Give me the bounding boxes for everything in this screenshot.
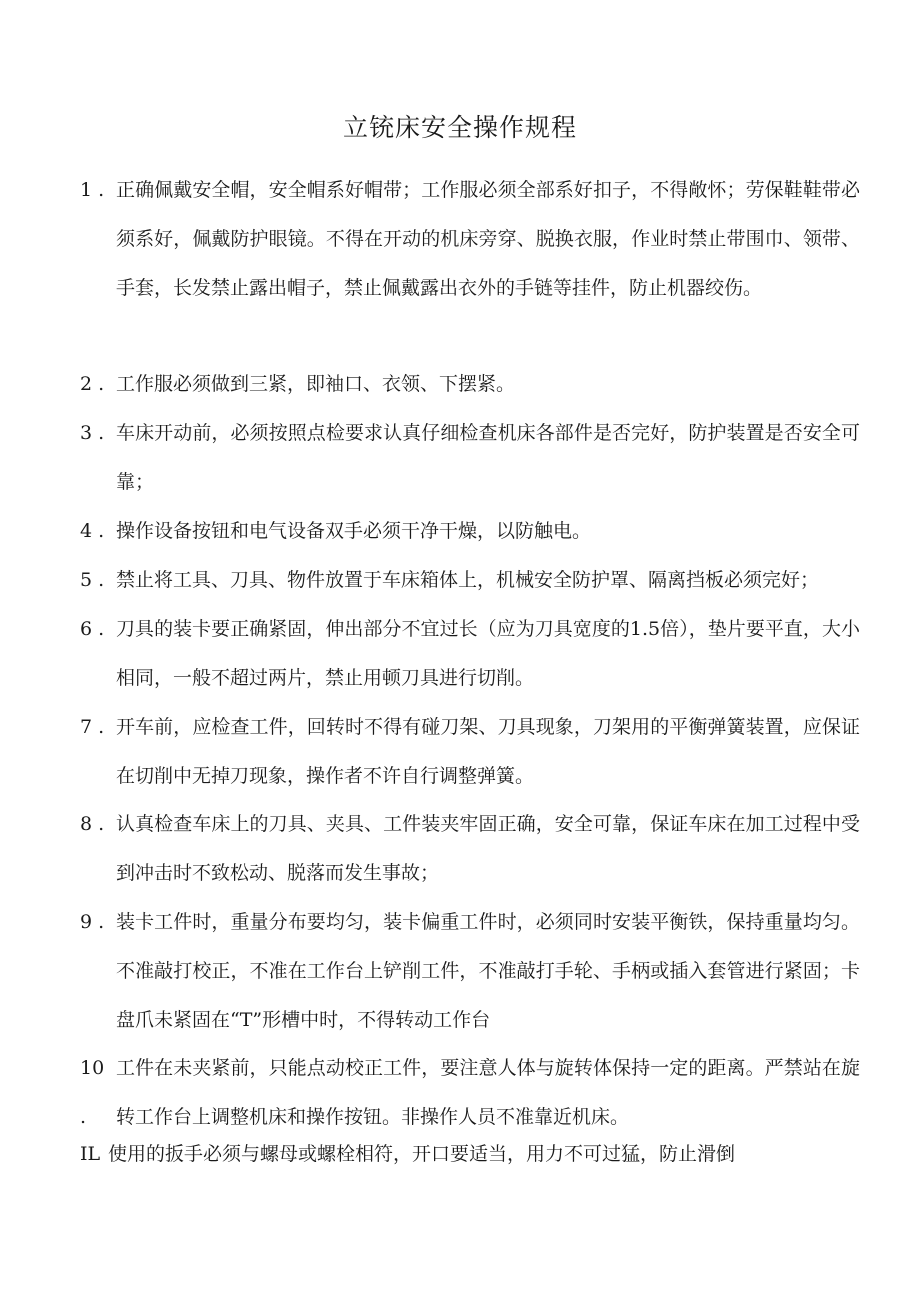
rule-number: IL: [80, 1143, 101, 1165]
rule-text: 车床开动前，必须按照点检要求认真仔细检查机床各部件是否完好，防护装置是否安全可靠；: [116, 422, 860, 493]
rule-item-11: [80, 1130, 860, 1179]
rule-text: 使用的扳手必须与螺母或螺栓相符，开口要适当，用力不可过猛，防止滑倒: [108, 1143, 736, 1165]
rule-text: 禁止将工具、刀具、物件放置于车床箱体上，机械安全防护罩、隔离挡板必须完好；: [116, 569, 820, 591]
rule-number: 7 .: [80, 716, 105, 738]
rule-text: 刀具的装卡要正确紧固，伸出部分不宜过长（应为刀具宽度的1.5倍），垫片要平直，大小相同，一般不超过两片，禁止用顿刀具进行切削。: [116, 618, 860, 689]
rule-number: 10 .: [80, 1057, 105, 1128]
rule-item-3: [80, 409, 860, 507]
rule-item-5: [80, 556, 860, 605]
rule-item-10: [80, 1044, 860, 1142]
rule-item-7: [80, 703, 860, 801]
rule-number: 9 .: [80, 911, 105, 933]
rule-number: 2 .: [80, 373, 105, 395]
rule-item-9: [80, 898, 860, 1045]
rule-item-2: [80, 360, 860, 409]
rule-text: 操作设备按钮和电气设备双手必须干净干燥，以防触电。: [116, 520, 592, 542]
document-title: 立铳床安全操作规程: [342, 113, 577, 142]
rule-text: 装卡工件时，重量分布要均匀，装卡偏重工件时，必须同时安装平衡铁，保持重量均匀。不准敲打校正，不准在工作台上铲削工件，不准敲打手轮、手柄或插入套管进行紧固；卡盘爪未紧固在“T”形槽中时，不得转动工作台: [116, 911, 860, 1031]
rule-item-1: [80, 166, 860, 313]
rule-number: 1 .: [80, 179, 105, 201]
rule-item-8: [80, 800, 860, 898]
rule-text: 正确佩戴安全帽，安全帽系好帽带；工作服必须全部系好扣子，不得敞怀；劳保鞋鞋带必须系好，佩戴防护眼镜。不得在开动的机床旁穿、脱换衣服，作业时禁止带围巾、领带、手套，长发禁止露出帽子，禁止佩戴露出衣外的手链等挂件，防止机器绞伤。: [116, 179, 860, 299]
rule-item-6: [80, 605, 860, 703]
rule-text: 认真检查车床上的刀具、夹具、工件装夹牢固正确，安全可靠，保证车床在加工过程中受到冲击时不致松动、脱落而发生事故；: [116, 813, 860, 884]
rule-number: 6 .: [80, 618, 105, 640]
rule-number: 3 .: [80, 422, 105, 444]
rule-text: 开车前，应检查工件，回转时不得有碰刀架、刀具现象，刀架用的平衡弹簧装置，应保证在切削中无掉刀现象，操作者不许自行调整弹簧。: [116, 716, 860, 787]
rule-number: 4 .: [80, 520, 105, 542]
rule-item-4: [80, 507, 860, 556]
rule-text: 工件在未夹紧前，只能点动校正工件，要注意人体与旋转体保持一定的距离。严禁站在旋转工作台上调整机床和操作按钮。非操作人员不准靠近机床。: [116, 1057, 860, 1128]
rule-text: 工作服必须做到三紧，即袖口、衣领、下摆紧。: [116, 373, 516, 395]
rule-number: 8 .: [80, 813, 105, 835]
rule-number: 5 .: [80, 569, 105, 591]
